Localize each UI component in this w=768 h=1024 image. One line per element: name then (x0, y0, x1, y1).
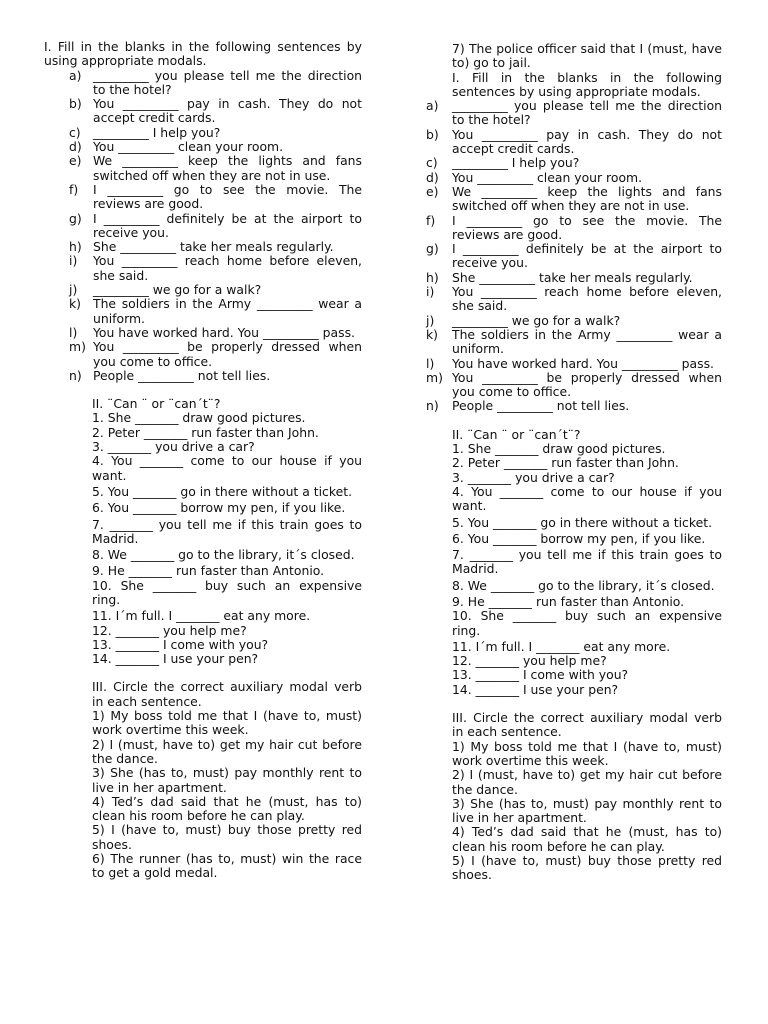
list-item: 11. I´m full. I _______ eat any more. (452, 638, 671, 654)
left-column (44, 40, 362, 881)
section-3 (44, 680, 362, 880)
list-item: b) You _________ pay in cash. They do not accept credit cards. (426, 126, 722, 157)
list-item: 12. _______ you help me? (452, 653, 607, 669)
list-item: 5. You _______ go in there without a ticket. (452, 514, 713, 530)
list-item: 13. _______ I come with you? (452, 667, 629, 683)
list-item: d) You _________ clean your room. (426, 169, 643, 185)
section-1-list (44, 69, 362, 384)
carryover-item: 7) The police officer said that I (must, have to) go to jail. (452, 41, 722, 71)
list-item: 9. He _______ run faster than Antonio. (92, 563, 325, 579)
list-item: 5. You _______ go in there without a ticket. (92, 483, 353, 499)
right-column (426, 41, 722, 883)
list-item: h) She _________ take her meals regularly. (69, 239, 334, 255)
list-item: 6) The runner (has to, must) win the race to get a gold medal. (92, 851, 362, 881)
list-item: 2) I (must, have to) get my hair cut before the dance. (452, 767, 722, 797)
list-item: 5) I (have to, must) buy those pretty red shoes. (452, 853, 722, 883)
list-item: 1. She _______ draw good pictures. (452, 441, 666, 457)
list-item: l) You have worked hard. You _________ pass. (69, 324, 355, 340)
list-item: 8. We _______ go to the library, it´s closed. (92, 547, 355, 563)
list-item: 14. _______ I use your pen? (92, 651, 259, 667)
section-1-title: I. Fill in the blanks in the following sentences by using appropriate modals. (44, 39, 362, 69)
list-item: 12. _______ you help me? (92, 622, 247, 638)
list-item: c) _________ I help you? (426, 155, 580, 171)
list-item: 3) She (has to, must) pay monthly rent to live in her apartment. (452, 795, 722, 826)
list-item: 13. _______ I come with you? (92, 636, 269, 652)
list-item: 7. _______ you tell me if this train goes to Madrid. (92, 516, 362, 546)
list-item: 4) Ted’s dad said that he (must, has to) clean his room before he can play. (92, 793, 362, 824)
list-item: n) People _________ not tell lies. (69, 367, 271, 383)
list-item: 1) My boss told me that I (have to, must) work overtime this week. (452, 738, 722, 768)
list-item: 10. She _______ buy such an expensive ring. (452, 608, 722, 638)
list-item: 14. _______ I use your pen? (452, 681, 619, 697)
list-item: m) You _________ be properly dressed when you come to office. (426, 369, 722, 400)
list-item: m) You _________ be properly dressed when you come to office. (69, 339, 362, 369)
list-item: k) The soldiers in the Army _________ wear a uniform. (69, 296, 362, 326)
section-2 (452, 428, 722, 697)
section-2-title: II. ¨Can ¨ or ¨can´t¨? (92, 396, 221, 412)
section-2-title: II. ¨Can ¨ or ¨can´t¨? (452, 426, 581, 442)
list-item: 10. She _______ buy such an expensive ring. (92, 577, 362, 607)
section-3-title: III. Circle the correct auxiliary modal verb in each sentence. (92, 679, 362, 709)
section-1-title: I. Fill in the blanks in the following sentences by using appropriate modals. (452, 69, 722, 99)
list-item: c) _________ I help you? (69, 124, 221, 140)
list-item: n) People _________ not tell lies. (426, 398, 630, 414)
list-item: e) We _________ keep the lights and fans switched off when they are not in use. (69, 153, 362, 183)
list-item: 2. Peter _______ run faster than John. (452, 455, 679, 471)
list-item: g) I _________ definitely be at the airport to receive you. (426, 241, 722, 271)
list-item: a) _________ you please tell me the direction to the hotel? (69, 67, 362, 97)
list-item: 4. You _______ come to our house if you want. (92, 453, 362, 483)
list-item: 4) Ted’s dad said that he (must, has to) clean his room before he can play. (452, 824, 722, 854)
list-item: 11. I´m full. I _______ eat any more. (92, 608, 311, 624)
list-item: 2. Peter _______ run faster than John. (92, 424, 319, 440)
list-item: 1) My boss told me that I (have to, must) work overtime this week. (92, 708, 362, 738)
list-item: i) You _________ reach home before eleven, she said. (69, 253, 362, 283)
list-item: f) I _________ go to see the movie. The reviews are good. (69, 181, 362, 212)
list-item: 4. You _______ come to our house if you want. (452, 483, 722, 514)
list-item: d) You _________ clean your room. (69, 139, 284, 155)
list-item: 2) I (must, have to) get my hair cut before the dance. (92, 736, 362, 766)
list-item: f) I _________ go to see the movie. The reviews are good. (426, 212, 722, 242)
list-item: 6. You _______ borrow my pen, if you like. (92, 500, 346, 516)
list-item: e) We _________ keep the lights and fans switched off when they are not in use. (426, 183, 722, 214)
list-item: 8. We _______ go to the library, it´s closed. (452, 577, 715, 593)
list-item: 7. _______ you tell me if this train goes to Madrid. (452, 547, 722, 577)
list-item: l) You have worked hard. You _________ pass. (426, 355, 714, 371)
list-item: i) You _________ reach home before eleven, she said. (426, 284, 722, 314)
list-item: 9. He _______ run faster than Antonio. (452, 593, 685, 609)
list-item: 5) I (have to, must) buy those pretty red shoes. (92, 822, 362, 852)
list-item: g) I _________ definitely be at the airport to receive you. (69, 210, 362, 240)
list-item: b) You _________ pay in cash. They do not accept credit cards. (69, 96, 362, 126)
section-3-title: III. Circle the correct auxiliary modal verb in each sentence. (452, 710, 722, 740)
section-2 (44, 397, 362, 666)
list-item: j) _________ we go for a walk? (426, 312, 621, 328)
list-item: h) She _________ take her meals regularly. (426, 269, 693, 285)
list-item: 3. _______ you drive a car? (92, 439, 255, 455)
list-item: a) _________ you please tell me the direction to the hotel? (426, 98, 722, 128)
list-item: 6. You _______ borrow my pen, if you like. (452, 530, 706, 546)
list-item: k) The soldiers in the Army _________ wear a uniform. (426, 326, 722, 357)
list-item: j) _________ we go for a walk? (69, 282, 262, 298)
list-item: 3) She (has to, must) pay monthly rent to live in her apartment. (92, 765, 362, 795)
section-3 (452, 711, 722, 883)
list-item: 1. She _______ draw good pictures. (92, 410, 306, 426)
list-item: 3. _______ you drive a car? (452, 469, 615, 485)
section-1-list (426, 98, 722, 414)
